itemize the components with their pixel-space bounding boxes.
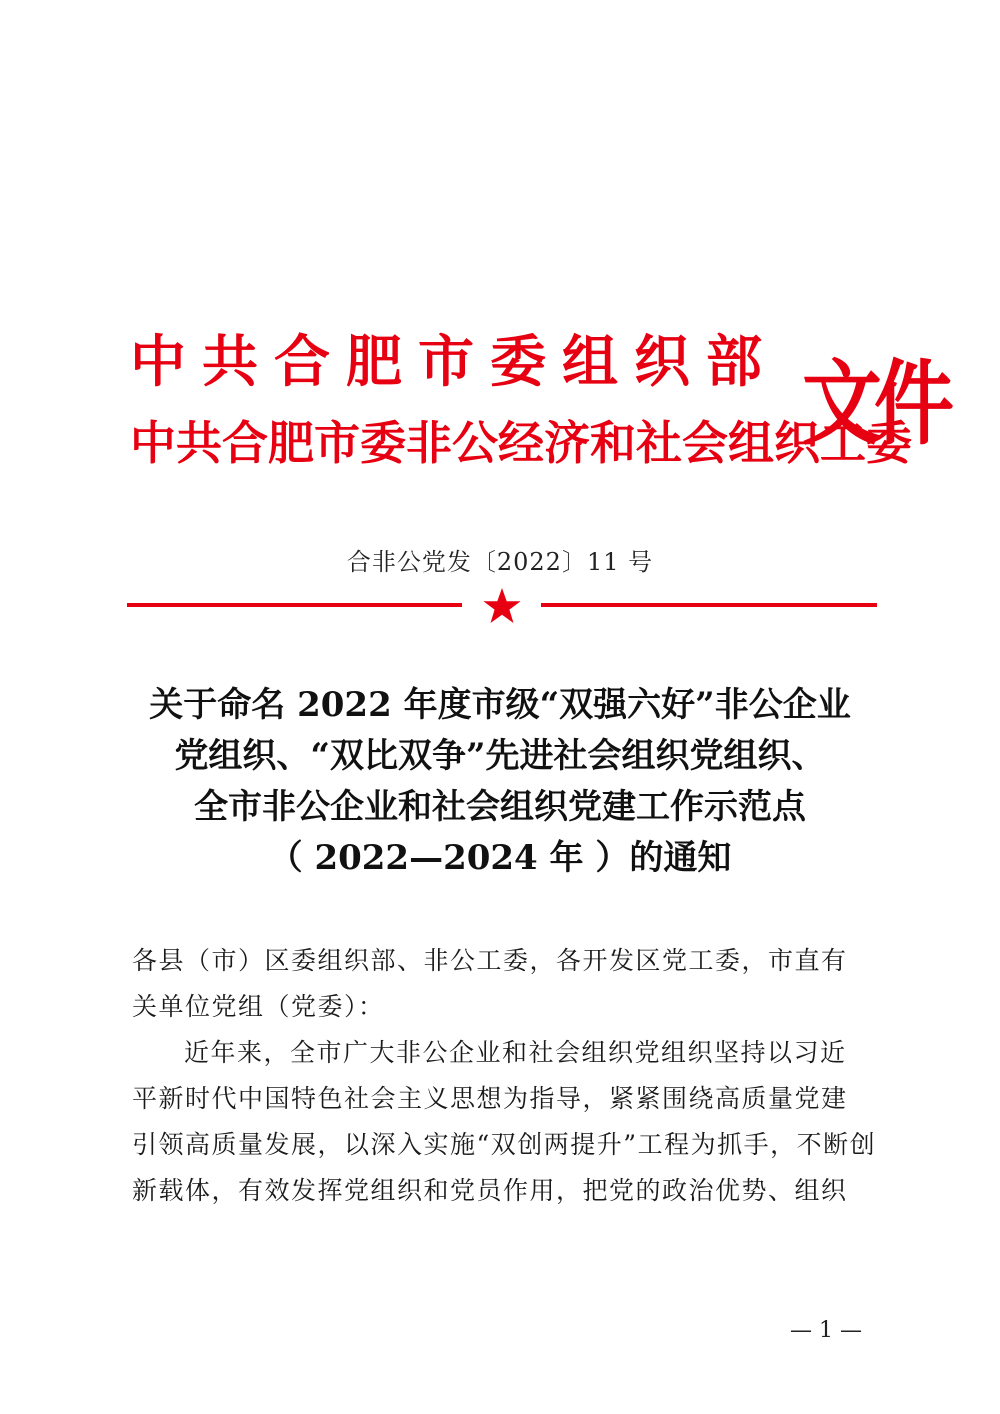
salutation-line: 各县（市）区委组织部、非公工委，各开发区党工委，市直有 (132, 946, 848, 975)
body-line: 引领高质量发展，以深入实施“双创两提升”工程为抓手，不断创 (132, 1130, 877, 1159)
title-line: 党组织、“双比双争”先进社会组织党组织、 (174, 736, 826, 776)
title-line: 关于命名 2022 年度市级“双强六好”非公企业 (149, 685, 851, 725)
body-line: 平新时代中国特色社会主义思想为指导，紧紧围绕高质量党建 (132, 1084, 848, 1113)
title-line: 全市非公企业和社会组织党建工作示范点 (194, 787, 806, 827)
body-line: 新载体，有效发挥党组织和党员作用，把党的政治优势、组织 (132, 1176, 848, 1205)
divider-rule-right (541, 603, 877, 607)
red-divider (127, 586, 877, 626)
issuing-org-1: 中共合肥市委组织部 (130, 330, 778, 395)
salutation-line: 关单位党组（党委）： (132, 992, 385, 1021)
body-line: 近年来，全市广大非公企业和社会组织党组织坚持以习近 (184, 1038, 847, 1067)
document-label: 文件 (802, 350, 946, 458)
document-title (100, 680, 900, 884)
page-number: — 1 — (790, 1318, 862, 1343)
document-header (130, 318, 946, 478)
divider-rule-left (127, 603, 462, 607)
document-body (132, 938, 877, 1214)
issuing-org-2: 中共合肥市委非公经济和社会组织工委 (130, 416, 912, 470)
star-icon (482, 586, 522, 626)
document-number: 合非公党发〔2022〕11 号 (346, 548, 654, 576)
title-line: （ 2022—2024 年 ）的通知 (268, 838, 732, 878)
